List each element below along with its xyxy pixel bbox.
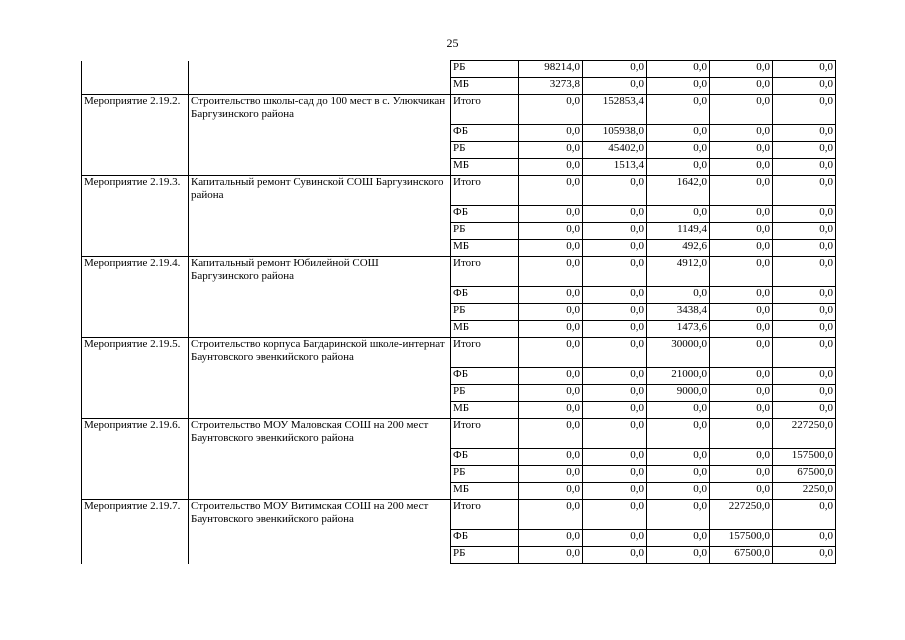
funding-source-cell: ФБ bbox=[451, 530, 519, 547]
funding-source-cell: ФБ bbox=[451, 125, 519, 142]
amount-cell: 0,0 bbox=[583, 402, 647, 419]
amount-cell: 0,0 bbox=[710, 321, 773, 338]
measure-header-row bbox=[82, 419, 836, 449]
measure-code-cell bbox=[82, 321, 189, 338]
amount-cell: 0,0 bbox=[710, 287, 773, 304]
measure-name-cell: Строительство МОУ Маловская СОШ на 200 мест Баунтовского эвенкийского района bbox=[189, 419, 451, 449]
measure-code-cell: Мероприятие 2.19.2. bbox=[82, 95, 189, 125]
amount-cell: 0,0 bbox=[583, 385, 647, 402]
amount-cell: 67500,0 bbox=[710, 547, 773, 564]
measure-name-cell bbox=[189, 125, 451, 142]
amount-cell: 227250,0 bbox=[710, 500, 773, 530]
amount-cell: 0,0 bbox=[710, 466, 773, 483]
budget-table bbox=[81, 60, 836, 564]
measure-name-cell bbox=[189, 547, 451, 564]
measure-code-cell: Мероприятие 2.19.3. bbox=[82, 176, 189, 206]
funding-source-cell: РБ bbox=[451, 385, 519, 402]
amount-cell: 0,0 bbox=[647, 449, 710, 466]
amount-cell: 0,0 bbox=[647, 500, 710, 530]
source-row bbox=[82, 78, 836, 95]
amount-cell: 0,0 bbox=[773, 240, 836, 257]
funding-source-cell: РБ bbox=[451, 304, 519, 321]
amount-cell: 0,0 bbox=[583, 61, 647, 78]
amount-cell: 0,0 bbox=[519, 206, 583, 223]
measure-code-cell bbox=[82, 61, 189, 78]
amount-cell: 0,0 bbox=[583, 466, 647, 483]
funding-source-cell: Итого bbox=[451, 338, 519, 368]
amount-cell: 0,0 bbox=[583, 287, 647, 304]
source-row bbox=[82, 449, 836, 466]
amount-cell: 0,0 bbox=[773, 125, 836, 142]
amount-cell: 0,0 bbox=[773, 530, 836, 547]
funding-source-cell: Итого bbox=[451, 95, 519, 125]
amount-cell: 0,0 bbox=[710, 159, 773, 176]
measure-name-cell bbox=[189, 368, 451, 385]
amount-cell: 0,0 bbox=[519, 304, 583, 321]
amount-cell: 0,0 bbox=[710, 95, 773, 125]
measure-name-cell bbox=[189, 61, 451, 78]
measure-name-cell bbox=[189, 530, 451, 547]
amount-cell: 67500,0 bbox=[773, 466, 836, 483]
amount-cell: 0,0 bbox=[710, 61, 773, 78]
amount-cell: 0,0 bbox=[710, 257, 773, 287]
source-row bbox=[82, 385, 836, 402]
amount-cell: 152853,4 bbox=[583, 95, 647, 125]
amount-cell: 4912,0 bbox=[647, 257, 710, 287]
measure-header-row bbox=[82, 257, 836, 287]
measure-name-cell bbox=[189, 78, 451, 95]
amount-cell: 0,0 bbox=[647, 142, 710, 159]
funding-source-cell: ФБ bbox=[451, 287, 519, 304]
measure-code-cell: Мероприятие 2.19.4. bbox=[82, 257, 189, 287]
amount-cell: 3273,8 bbox=[519, 78, 583, 95]
amount-cell: 0,0 bbox=[773, 287, 836, 304]
measure-code-cell bbox=[82, 287, 189, 304]
amount-cell: 0,0 bbox=[583, 338, 647, 368]
measure-code-cell bbox=[82, 530, 189, 547]
source-row bbox=[82, 223, 836, 240]
amount-cell: 0,0 bbox=[583, 483, 647, 500]
amount-cell: 0,0 bbox=[710, 419, 773, 449]
funding-source-cell: РБ bbox=[451, 61, 519, 78]
page-number: 25 bbox=[446, 36, 459, 50]
amount-cell: 0,0 bbox=[710, 483, 773, 500]
amount-cell: 0,0 bbox=[773, 402, 836, 419]
amount-cell: 0,0 bbox=[519, 240, 583, 257]
measure-name-cell bbox=[189, 321, 451, 338]
amount-cell: 0,0 bbox=[773, 368, 836, 385]
source-row bbox=[82, 530, 836, 547]
amount-cell: 227250,0 bbox=[773, 419, 836, 449]
amount-cell: 0,0 bbox=[710, 142, 773, 159]
amount-cell: 0,0 bbox=[519, 95, 583, 125]
amount-cell: 0,0 bbox=[647, 530, 710, 547]
amount-cell: 0,0 bbox=[583, 240, 647, 257]
funding-source-cell: РБ bbox=[451, 223, 519, 240]
amount-cell: 0,0 bbox=[710, 449, 773, 466]
amount-cell: 0,0 bbox=[519, 402, 583, 419]
measure-code-cell: Мероприятие 2.19.7. bbox=[82, 500, 189, 530]
measure-code-cell bbox=[82, 223, 189, 240]
table-body bbox=[82, 61, 836, 564]
amount-cell: 0,0 bbox=[519, 483, 583, 500]
measure-code-cell: Мероприятие 2.19.6. bbox=[82, 419, 189, 449]
amount-cell: 0,0 bbox=[583, 419, 647, 449]
amount-cell: 0,0 bbox=[773, 304, 836, 321]
source-row bbox=[82, 321, 836, 338]
amount-cell: 1513,4 bbox=[583, 159, 647, 176]
measure-name-cell bbox=[189, 402, 451, 419]
source-row bbox=[82, 206, 836, 223]
amount-cell: 0,0 bbox=[710, 125, 773, 142]
amount-cell: 0,0 bbox=[773, 159, 836, 176]
amount-cell: 0,0 bbox=[519, 530, 583, 547]
funding-source-cell: Итого bbox=[451, 176, 519, 206]
funding-source-cell: МБ bbox=[451, 483, 519, 500]
measure-code-cell bbox=[82, 547, 189, 564]
amount-cell: 0,0 bbox=[519, 223, 583, 240]
source-row bbox=[82, 547, 836, 564]
amount-cell: 0,0 bbox=[710, 338, 773, 368]
amount-cell: 492,6 bbox=[647, 240, 710, 257]
measure-name-cell bbox=[189, 223, 451, 240]
amount-cell: 0,0 bbox=[710, 304, 773, 321]
measure-name-cell bbox=[189, 449, 451, 466]
measure-name-cell bbox=[189, 240, 451, 257]
measure-name-cell bbox=[189, 483, 451, 500]
amount-cell: 1642,0 bbox=[647, 176, 710, 206]
measure-code-cell bbox=[82, 385, 189, 402]
measure-code-cell bbox=[82, 240, 189, 257]
amount-cell: 0,0 bbox=[773, 95, 836, 125]
amount-cell: 0,0 bbox=[519, 466, 583, 483]
amount-cell: 45402,0 bbox=[583, 142, 647, 159]
measure-code-cell bbox=[82, 125, 189, 142]
amount-cell: 0,0 bbox=[773, 385, 836, 402]
amount-cell: 98214,0 bbox=[519, 61, 583, 78]
measure-header-row bbox=[82, 176, 836, 206]
amount-cell: 0,0 bbox=[647, 547, 710, 564]
funding-source-cell: МБ bbox=[451, 78, 519, 95]
funding-source-cell: РБ bbox=[451, 547, 519, 564]
measure-code-cell bbox=[82, 466, 189, 483]
source-row bbox=[82, 61, 836, 78]
amount-cell: 0,0 bbox=[583, 206, 647, 223]
amount-cell: 0,0 bbox=[773, 321, 836, 338]
amount-cell: 0,0 bbox=[647, 402, 710, 419]
funding-source-cell: Итого bbox=[451, 500, 519, 530]
funding-source-cell: МБ bbox=[451, 240, 519, 257]
amount-cell: 157500,0 bbox=[710, 530, 773, 547]
amount-cell: 0,0 bbox=[583, 257, 647, 287]
measure-code-cell bbox=[82, 206, 189, 223]
amount-cell: 0,0 bbox=[519, 449, 583, 466]
source-row bbox=[82, 304, 836, 321]
amount-cell: 9000,0 bbox=[647, 385, 710, 402]
measure-name-cell bbox=[189, 206, 451, 223]
funding-source-cell: МБ bbox=[451, 321, 519, 338]
amount-cell: 0,0 bbox=[647, 483, 710, 500]
amount-cell: 105938,0 bbox=[583, 125, 647, 142]
source-row bbox=[82, 240, 836, 257]
amount-cell: 0,0 bbox=[583, 449, 647, 466]
amount-cell: 0,0 bbox=[647, 125, 710, 142]
amount-cell: 0,0 bbox=[773, 61, 836, 78]
amount-cell: 0,0 bbox=[519, 368, 583, 385]
source-row bbox=[82, 402, 836, 419]
amount-cell: 0,0 bbox=[519, 547, 583, 564]
amount-cell: 0,0 bbox=[583, 304, 647, 321]
amount-cell: 0,0 bbox=[583, 368, 647, 385]
amount-cell: 1149,4 bbox=[647, 223, 710, 240]
source-row bbox=[82, 125, 836, 142]
amount-cell: 0,0 bbox=[519, 159, 583, 176]
amount-cell: 0,0 bbox=[773, 176, 836, 206]
funding-source-cell: ФБ bbox=[451, 449, 519, 466]
source-row bbox=[82, 368, 836, 385]
amount-cell: 0,0 bbox=[710, 206, 773, 223]
funding-source-cell: РБ bbox=[451, 466, 519, 483]
amount-cell: 3438,4 bbox=[647, 304, 710, 321]
amount-cell: 0,0 bbox=[773, 338, 836, 368]
measure-code-cell bbox=[82, 78, 189, 95]
measure-code-cell bbox=[82, 402, 189, 419]
measure-name-cell: Капитальный ремонт Юбилейной СОШ Баргузинского района bbox=[189, 257, 451, 287]
measure-header-row bbox=[82, 95, 836, 125]
measure-code-cell bbox=[82, 483, 189, 500]
amount-cell: 0,0 bbox=[710, 78, 773, 95]
amount-cell: 0,0 bbox=[519, 419, 583, 449]
amount-cell: 0,0 bbox=[710, 368, 773, 385]
amount-cell: 0,0 bbox=[647, 159, 710, 176]
measure-code-cell bbox=[82, 368, 189, 385]
amount-cell: 0,0 bbox=[519, 321, 583, 338]
measure-name-cell bbox=[189, 142, 451, 159]
amount-cell: 0,0 bbox=[519, 385, 583, 402]
measure-name-cell: Строительство МОУ Витимская СОШ на 200 мест Баунтовского эвенкийского района bbox=[189, 500, 451, 530]
funding-source-cell: РБ bbox=[451, 142, 519, 159]
amount-cell: 0,0 bbox=[519, 142, 583, 159]
amount-cell: 0,0 bbox=[583, 530, 647, 547]
source-row bbox=[82, 159, 836, 176]
amount-cell: 0,0 bbox=[519, 500, 583, 530]
amount-cell: 0,0 bbox=[583, 176, 647, 206]
measure-name-cell: Строительство школы-сад до 100 мест в с. Улюкчикан Баргузинского района bbox=[189, 95, 451, 125]
amount-cell: 0,0 bbox=[710, 402, 773, 419]
measure-name-cell: Строительство корпуса Багдаринской школе-интернат Баунтовского эвенкийского района bbox=[189, 338, 451, 368]
measure-name-cell bbox=[189, 287, 451, 304]
funding-source-cell: Итого bbox=[451, 257, 519, 287]
amount-cell: 0,0 bbox=[773, 142, 836, 159]
measure-name-cell bbox=[189, 159, 451, 176]
measure-code-cell bbox=[82, 449, 189, 466]
measure-name-cell bbox=[189, 304, 451, 321]
amount-cell: 0,0 bbox=[773, 547, 836, 564]
measure-code-cell bbox=[82, 159, 189, 176]
amount-cell: 0,0 bbox=[773, 500, 836, 530]
funding-source-cell: МБ bbox=[451, 402, 519, 419]
amount-cell: 0,0 bbox=[647, 206, 710, 223]
amount-cell: 0,0 bbox=[519, 287, 583, 304]
amount-cell: 0,0 bbox=[519, 125, 583, 142]
measure-header-row bbox=[82, 500, 836, 530]
amount-cell: 0,0 bbox=[647, 466, 710, 483]
amount-cell: 0,0 bbox=[519, 257, 583, 287]
amount-cell: 0,0 bbox=[583, 321, 647, 338]
measure-code-cell: Мероприятие 2.19.5. bbox=[82, 338, 189, 368]
source-row bbox=[82, 142, 836, 159]
amount-cell: 0,0 bbox=[647, 95, 710, 125]
measure-code-cell bbox=[82, 142, 189, 159]
amount-cell: 2250,0 bbox=[773, 483, 836, 500]
amount-cell: 0,0 bbox=[773, 206, 836, 223]
amount-cell: 0,0 bbox=[773, 257, 836, 287]
source-row bbox=[82, 483, 836, 500]
measure-name-cell bbox=[189, 466, 451, 483]
amount-cell: 0,0 bbox=[583, 500, 647, 530]
measure-name-cell bbox=[189, 385, 451, 402]
amount-cell: 21000,0 bbox=[647, 368, 710, 385]
funding-source-cell: ФБ bbox=[451, 206, 519, 223]
measure-code-cell bbox=[82, 304, 189, 321]
amount-cell: 0,0 bbox=[647, 61, 710, 78]
amount-cell: 0,0 bbox=[647, 78, 710, 95]
amount-cell: 0,0 bbox=[519, 176, 583, 206]
amount-cell: 0,0 bbox=[583, 78, 647, 95]
amount-cell: 0,0 bbox=[647, 419, 710, 449]
amount-cell: 157500,0 bbox=[773, 449, 836, 466]
amount-cell: 0,0 bbox=[647, 287, 710, 304]
amount-cell: 0,0 bbox=[583, 223, 647, 240]
amount-cell: 0,0 bbox=[773, 78, 836, 95]
measure-header-row bbox=[82, 338, 836, 368]
amount-cell: 0,0 bbox=[710, 176, 773, 206]
amount-cell: 0,0 bbox=[519, 338, 583, 368]
source-row bbox=[82, 287, 836, 304]
funding-source-cell: ФБ bbox=[451, 368, 519, 385]
funding-source-cell: Итого bbox=[451, 419, 519, 449]
amount-cell: 0,0 bbox=[710, 385, 773, 402]
amount-cell: 30000,0 bbox=[647, 338, 710, 368]
amount-cell: 0,0 bbox=[710, 240, 773, 257]
source-row bbox=[82, 466, 836, 483]
measure-name-cell: Капитальный ремонт Сувинской СОШ Баргузинского района bbox=[189, 176, 451, 206]
amount-cell: 0,0 bbox=[710, 223, 773, 240]
amount-cell: 1473,6 bbox=[647, 321, 710, 338]
amount-cell: 0,0 bbox=[583, 547, 647, 564]
amount-cell: 0,0 bbox=[773, 223, 836, 240]
funding-source-cell: МБ bbox=[451, 159, 519, 176]
